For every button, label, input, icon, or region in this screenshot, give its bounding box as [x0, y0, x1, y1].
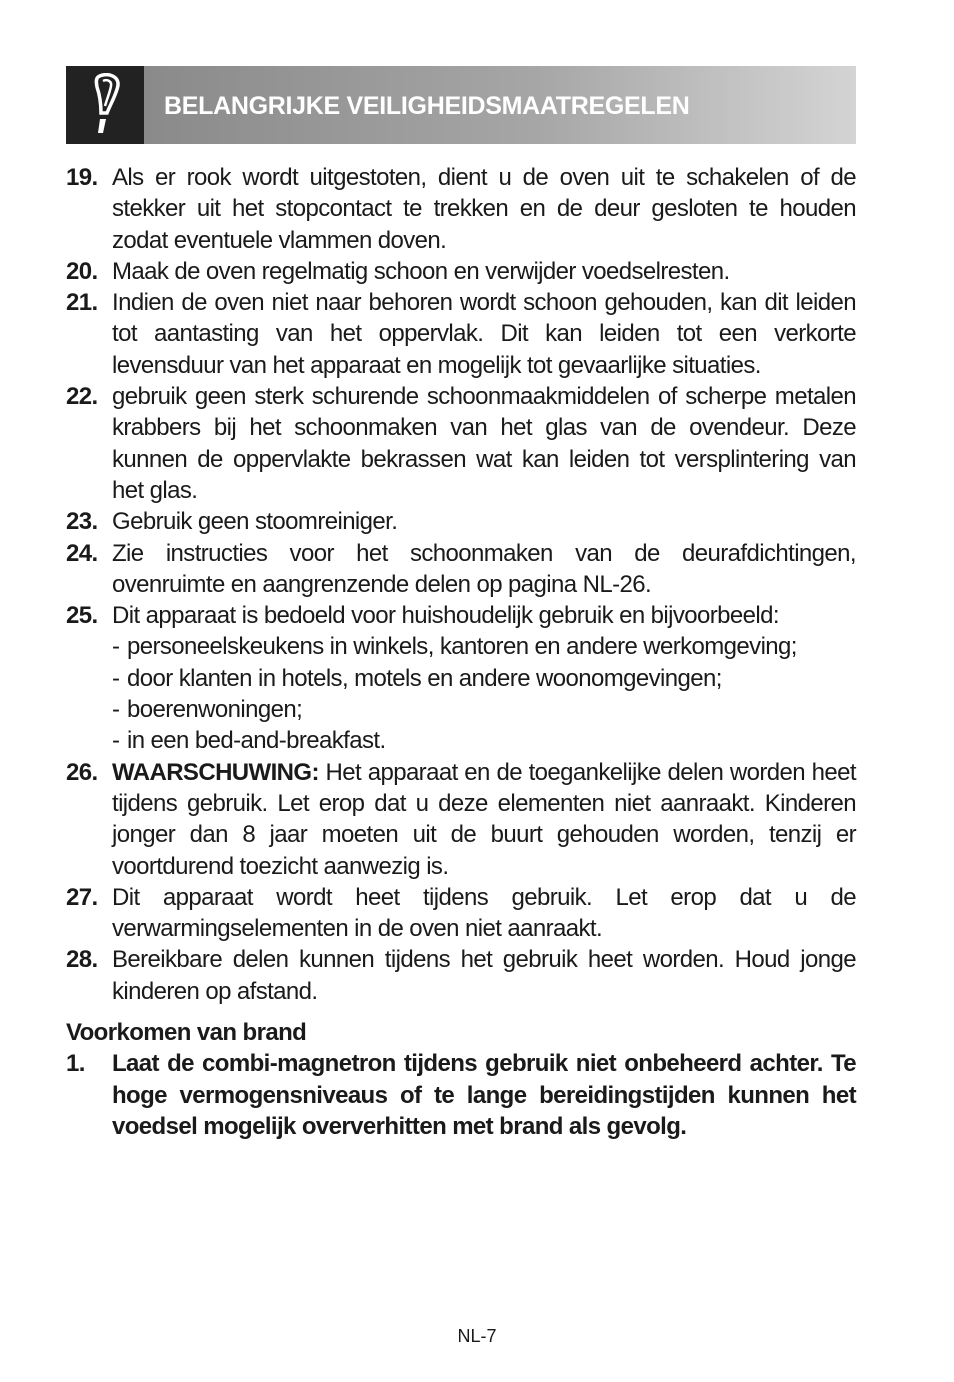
item-number: 23. [66, 508, 98, 536]
warning-label: WAARSCHUWING: [112, 758, 319, 786]
page-number: NL-7 [457, 1326, 497, 1346]
item-text: Maak de oven regelmatig schoon en verwijder voedselresten. [112, 257, 730, 285]
item-number: 28. [66, 946, 98, 974]
sub-item-text: boerenwoningen; [127, 696, 303, 724]
list-item [66, 757, 856, 882]
item-text: Zie instructies voor het schoonmaken van de deurafdichtingen, ovenruimte en aangrenzende delen op pagina NL-26. [112, 539, 856, 598]
list-item [66, 600, 856, 631]
item-text: Gebruik geen stoomreiniger. [112, 508, 398, 536]
sub-list-item [112, 663, 856, 694]
item-text: Dit apparaat is bedoeld voor huishoudelijk gebruik en bijvoorbeeld: [112, 602, 779, 630]
item-number: 1. [66, 1050, 85, 1078]
list-item [66, 1048, 856, 1142]
item-text: Dit apparaat wordt heet tijdens gebruik. Let erop dat u de verwarmingselementen in de oven niet aanraakt. [112, 883, 856, 943]
section-header [66, 66, 856, 144]
item-text: gebruik geen sterk schurende schoonmaakmiddelen of scherpe metalen krabbers bij het schoonmaken van het glas van de ovendeur. Deze kunnen de oppervlakte bekrassen wat kan leiden tot versplintering van het glas. [112, 383, 856, 504]
warning-exclamation-icon [85, 73, 125, 137]
list-item [66, 882, 856, 945]
item-number: 21. [66, 289, 98, 317]
list-item [66, 256, 856, 287]
item-number: 25. [66, 602, 98, 630]
sub-item-dash: - [112, 727, 120, 755]
sub-item-text: in een bed-and-breakfast. [127, 727, 386, 755]
item-text: Indien de oven niet naar behoren wordt schoon gehouden, kan dit leiden tot aantasting van het oppervlak. Dit kan leiden tot een verkorte levensduur van het apparaat en mogelijk tot gevaarlijke situaties. [112, 289, 856, 379]
item-text: Laat de combi-magnetron tijdens gebruik niet onbeheerd achter. Te hoge vermogensniveaus of te lange bereidingstijden kunnen het voedsel mogelijk oververhitten met brand als gevolg. [112, 1050, 856, 1140]
list-item [66, 944, 856, 1007]
list-item [66, 506, 856, 537]
item-number: 22. [66, 383, 98, 411]
item-number: 24. [66, 539, 98, 567]
sub-item-dash: - [112, 633, 120, 661]
item-number: 26. [66, 758, 98, 786]
item-number: 20. [66, 257, 98, 285]
item-text: Bereikbare delen kunnen tijdens het gebruik heet worden. Houd jonge kinderen op afstand. [112, 946, 856, 1005]
item-number: 27. [66, 883, 98, 911]
header-band [144, 66, 856, 144]
item-number: 19. [66, 164, 98, 191]
list-item [66, 287, 856, 381]
warning-text: Het apparaat en de toegankelijke delen worden heet tijdens gebruik. Let erop dat u deze elementen niet aanraakt. Kinderen jonger dan 8 jaar moeten uit de buurt gehouden worden, tenzij er voortdurend toezicht aanwezig is. [112, 758, 856, 880]
item-text: Als er rook wordt uitgestoten, dient u de oven uit te schakelen of de stekker uit het stopcontact te trekken en de deur gesloten te houden zodat eventuele vlammen doven. [112, 164, 856, 254]
list-item [66, 162, 856, 256]
section-heading: Voorkomen van brand [66, 1019, 307, 1047]
sub-list-item [112, 725, 856, 756]
item-text [112, 757, 856, 882]
header-title: BELANGRIJKE VEILIGHEIDSMAATREGELEN [164, 91, 690, 120]
safety-content [66, 162, 856, 1142]
sub-item-dash: - [112, 664, 120, 692]
sub-list-item [112, 694, 856, 725]
sub-item-dash: - [112, 696, 120, 724]
sub-item-text: personeelskeukens in winkels, kantoren en andere werkomgeving; [127, 633, 797, 661]
sub-list-item [112, 631, 856, 662]
list-item [66, 538, 856, 601]
list-item [66, 381, 856, 506]
sub-item-text: door klanten in hotels, motels en andere woonomgevingen; [127, 664, 722, 692]
warning-icon-box [66, 66, 144, 144]
